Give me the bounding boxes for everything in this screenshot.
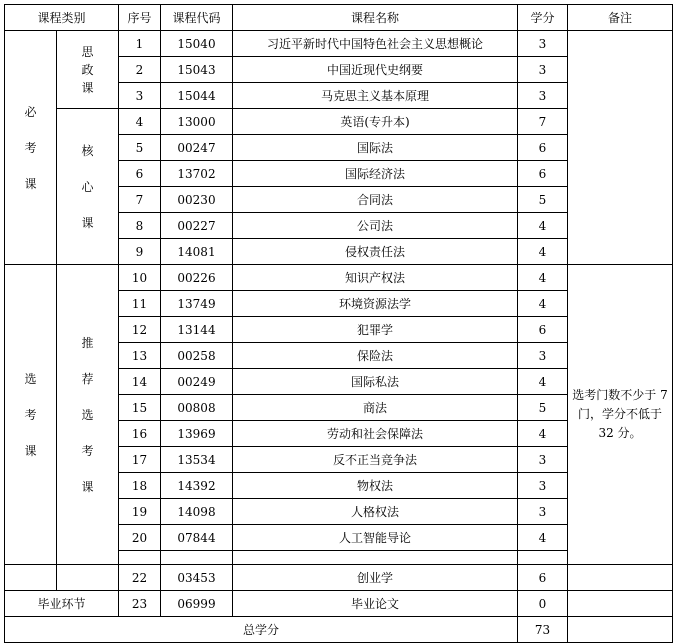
row-name: 马克思主义基本原理 bbox=[233, 83, 518, 109]
row-name: 毕业论文 bbox=[233, 591, 518, 617]
row-credit: 5 bbox=[518, 187, 568, 213]
row-name: 公司法 bbox=[233, 213, 518, 239]
row-empty-sub bbox=[57, 565, 119, 591]
note-empty bbox=[568, 31, 673, 265]
row-code: 13969 bbox=[161, 421, 233, 447]
row-no: 6 bbox=[119, 161, 161, 187]
row-empty-cat bbox=[5, 565, 57, 591]
row-code: 06999 bbox=[161, 591, 233, 617]
row-code: 00258 bbox=[161, 343, 233, 369]
row-code: 00808 bbox=[161, 395, 233, 421]
row-code: 15044 bbox=[161, 83, 233, 109]
row-name: 习近平新时代中国特色社会主义思想概论 bbox=[233, 31, 518, 57]
row-credit: 7 bbox=[518, 109, 568, 135]
row-code: 00247 bbox=[161, 135, 233, 161]
header-row bbox=[5, 5, 673, 31]
category-elective: 选 考 课 bbox=[5, 265, 57, 565]
row-no: 19 bbox=[119, 499, 161, 525]
row-code: 00249 bbox=[161, 369, 233, 395]
category-recommended: 推 荐 选 考 课 bbox=[57, 265, 119, 565]
header-note: 备注 bbox=[568, 5, 673, 31]
row-credit: 3 bbox=[518, 31, 568, 57]
table-row bbox=[5, 591, 673, 617]
row-credit: 4 bbox=[518, 265, 568, 291]
row-no: 1 bbox=[119, 31, 161, 57]
category-graduation: 毕业环节 bbox=[5, 591, 119, 617]
row-code: 13144 bbox=[161, 317, 233, 343]
row-code: 13000 bbox=[161, 109, 233, 135]
header-no: 序号 bbox=[119, 5, 161, 31]
row-no: 9 bbox=[119, 239, 161, 265]
table-row bbox=[5, 31, 673, 57]
row-credit: 3 bbox=[518, 83, 568, 109]
row-credit: 5 bbox=[518, 395, 568, 421]
row-no: 16 bbox=[119, 421, 161, 447]
total-label: 总学分 bbox=[5, 617, 518, 643]
row-name: 人工智能导论 bbox=[233, 525, 518, 551]
header-code: 课程代码 bbox=[161, 5, 233, 31]
row-credit: 4 bbox=[518, 421, 568, 447]
row-credit: 0 bbox=[518, 591, 568, 617]
row-code: 00230 bbox=[161, 187, 233, 213]
row-credit: 6 bbox=[518, 565, 568, 591]
row-no: 5 bbox=[119, 135, 161, 161]
row-code: 15040 bbox=[161, 31, 233, 57]
row-credit: 6 bbox=[518, 161, 568, 187]
row-credit: 4 bbox=[518, 213, 568, 239]
category-political: 思 政 课 bbox=[57, 31, 119, 109]
row-name: 保险法 bbox=[233, 343, 518, 369]
row-code: 13702 bbox=[161, 161, 233, 187]
row-note bbox=[568, 591, 673, 617]
row-no: 10 bbox=[119, 265, 161, 291]
row-code: 13749 bbox=[161, 291, 233, 317]
row-no bbox=[119, 551, 161, 565]
total-row bbox=[5, 617, 673, 643]
row-no: 23 bbox=[119, 591, 161, 617]
row-credit: 3 bbox=[518, 447, 568, 473]
row-name: 侵权责任法 bbox=[233, 239, 518, 265]
row-credit bbox=[518, 551, 568, 565]
row-code: 00227 bbox=[161, 213, 233, 239]
row-no: 20 bbox=[119, 525, 161, 551]
row-no: 18 bbox=[119, 473, 161, 499]
total-credit: 73 bbox=[518, 617, 568, 643]
row-name: 国际法 bbox=[233, 135, 518, 161]
row-name bbox=[233, 551, 518, 565]
row-code: 07844 bbox=[161, 525, 233, 551]
row-code bbox=[161, 551, 233, 565]
row-no: 22 bbox=[119, 565, 161, 591]
course-table bbox=[4, 4, 673, 643]
row-no: 14 bbox=[119, 369, 161, 395]
row-name: 劳动和社会保障法 bbox=[233, 421, 518, 447]
row-name: 国际私法 bbox=[233, 369, 518, 395]
row-code: 15043 bbox=[161, 57, 233, 83]
row-no: 4 bbox=[119, 109, 161, 135]
row-code: 14392 bbox=[161, 473, 233, 499]
row-no: 12 bbox=[119, 317, 161, 343]
total-note bbox=[568, 617, 673, 643]
row-name: 国际经济法 bbox=[233, 161, 518, 187]
row-name: 创业学 bbox=[233, 565, 518, 591]
row-name: 环境资源法学 bbox=[233, 291, 518, 317]
row-credit: 3 bbox=[518, 473, 568, 499]
row-name: 人格权法 bbox=[233, 499, 518, 525]
row-credit: 4 bbox=[518, 239, 568, 265]
row-no: 3 bbox=[119, 83, 161, 109]
row-name: 商法 bbox=[233, 395, 518, 421]
header-category: 课程类别 bbox=[5, 5, 119, 31]
table-row bbox=[5, 565, 673, 591]
row-credit: 3 bbox=[518, 499, 568, 525]
row-credit: 6 bbox=[518, 317, 568, 343]
row-name: 合同法 bbox=[233, 187, 518, 213]
row-no: 13 bbox=[119, 343, 161, 369]
row-credit: 3 bbox=[518, 57, 568, 83]
category-required: 必 考 课 bbox=[5, 31, 57, 265]
table-row bbox=[5, 265, 673, 291]
row-name: 中国近现代史纲要 bbox=[233, 57, 518, 83]
row-name: 英语(专升本) bbox=[233, 109, 518, 135]
header-name: 课程名称 bbox=[233, 5, 518, 31]
row-no: 15 bbox=[119, 395, 161, 421]
header-credit: 学分 bbox=[518, 5, 568, 31]
row-no: 8 bbox=[119, 213, 161, 239]
row-name: 知识产权法 bbox=[233, 265, 518, 291]
row-credit: 4 bbox=[518, 525, 568, 551]
row-credit: 4 bbox=[518, 369, 568, 395]
row-code: 14098 bbox=[161, 499, 233, 525]
row-name: 犯罪学 bbox=[233, 317, 518, 343]
row-code: 00226 bbox=[161, 265, 233, 291]
row-name: 反不正当竞争法 bbox=[233, 447, 518, 473]
row-note bbox=[568, 565, 673, 591]
row-no: 17 bbox=[119, 447, 161, 473]
row-no: 2 bbox=[119, 57, 161, 83]
row-code: 13534 bbox=[161, 447, 233, 473]
category-core: 核 心 课 bbox=[57, 109, 119, 265]
elective-note: 选考门数不少于 7 门，学分不低于 32 分。 bbox=[568, 265, 673, 565]
row-code: 14081 bbox=[161, 239, 233, 265]
row-credit: 4 bbox=[518, 291, 568, 317]
row-credit: 6 bbox=[518, 135, 568, 161]
row-code: 03453 bbox=[161, 565, 233, 591]
row-credit: 3 bbox=[518, 343, 568, 369]
row-no: 11 bbox=[119, 291, 161, 317]
row-no: 7 bbox=[119, 187, 161, 213]
row-name: 物权法 bbox=[233, 473, 518, 499]
